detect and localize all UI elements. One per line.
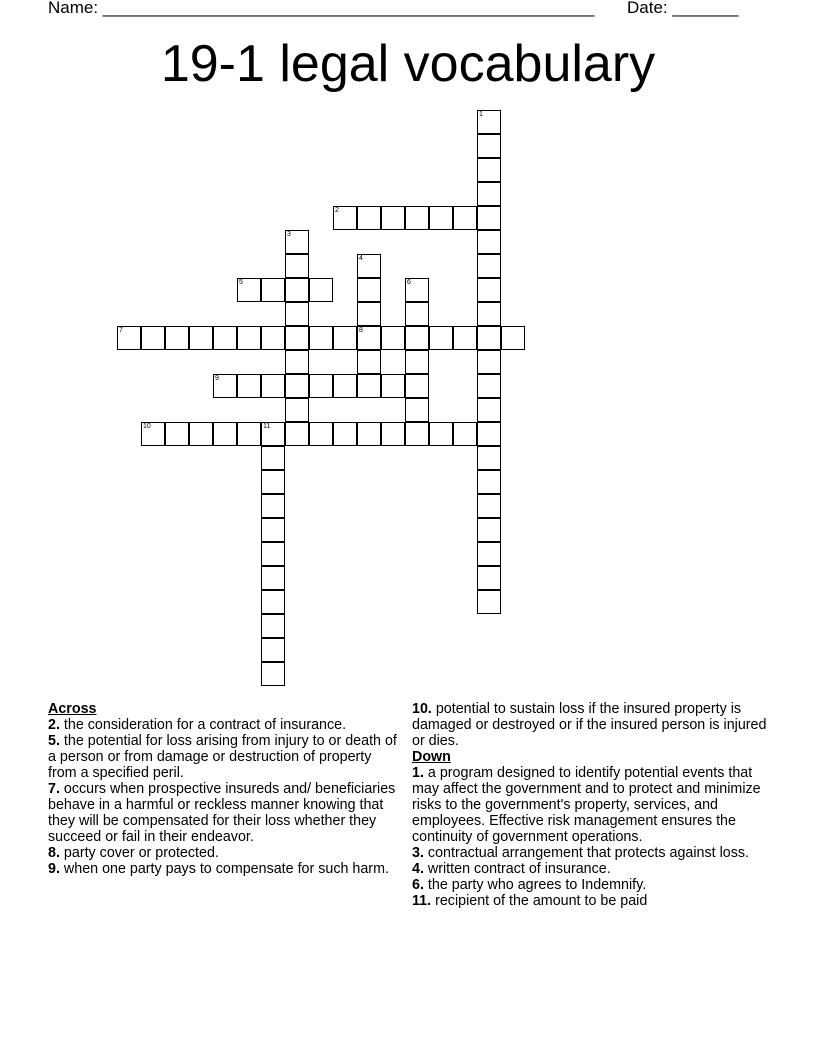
- clue-text: a program designed to identify potential events that may affect the government and to protect and minimize risks to the government's property, services, and employees. Effective risk management ensures the continuity of government operations.: [412, 765, 761, 845]
- grid-cell[interactable]: [285, 278, 309, 302]
- grid-cell[interactable]: [477, 326, 501, 350]
- grid-cell[interactable]: [237, 278, 261, 302]
- clue-across-8: [48, 845, 400, 861]
- page-title: 19-1 legal vocabulary: [160, 35, 656, 93]
- grid-cell[interactable]: [261, 374, 285, 398]
- grid-cell[interactable]: [285, 374, 309, 398]
- clue-number: 7.: [48, 781, 60, 797]
- grid-cell[interactable]: [477, 374, 501, 398]
- clue-text: party cover or protected.: [63, 845, 219, 861]
- clue-text: potential to sustain loss if the insured property is damaged or destroyed or if the insured person is injured or dies.: [412, 701, 767, 749]
- clue-down-11: [412, 893, 772, 909]
- clue-number: 1.: [412, 765, 424, 781]
- grid-cell[interactable]: [309, 374, 333, 398]
- grid-cell[interactable]: [381, 422, 405, 446]
- grid-cell[interactable]: [477, 206, 501, 230]
- name-field-label: Name: ____________________________________________________: [48, 0, 595, 17]
- grid-cell[interactable]: [261, 326, 285, 350]
- clue-across-10: [412, 701, 772, 749]
- grid-cell[interactable]: [405, 326, 429, 350]
- date-field-label: Date: _______: [627, 0, 739, 17]
- cell-number: 4: [359, 255, 363, 262]
- clue-number: 11.: [412, 893, 432, 909]
- cell-number: 3: [287, 231, 291, 238]
- clue-across-9: [48, 861, 400, 877]
- grid-cell[interactable]: [357, 326, 381, 350]
- grid-cell[interactable]: [477, 590, 501, 614]
- grid-cell[interactable]: [213, 422, 237, 446]
- grid-cell[interactable]: [477, 518, 501, 542]
- across-heading: Across: [48, 701, 97, 717]
- grid-cell[interactable]: [477, 566, 501, 590]
- grid-cell[interactable]: [285, 230, 309, 254]
- grid-cell[interactable]: [261, 446, 285, 470]
- grid-cell[interactable]: [333, 374, 357, 398]
- clue-number: 10.: [412, 701, 432, 717]
- grid-cell[interactable]: [261, 422, 285, 446]
- cell-number: 9: [215, 375, 219, 382]
- across-clue-list: [48, 717, 400, 877]
- grid-cell[interactable]: [405, 302, 429, 326]
- clue-text: contractual arrangement that protects against loss.: [427, 845, 749, 861]
- clues-right-column: [412, 701, 772, 909]
- clue-text: the consideration for a contract of insurance.: [63, 717, 347, 733]
- clue-down-6: [412, 877, 772, 893]
- grid-cell[interactable]: [357, 350, 381, 374]
- grid-cell[interactable]: [261, 542, 285, 566]
- clue-number: 4.: [412, 861, 424, 877]
- grid-cell[interactable]: [261, 566, 285, 590]
- grid-cell[interactable]: [117, 326, 141, 350]
- grid-cell[interactable]: [357, 422, 381, 446]
- grid-cell[interactable]: [165, 326, 189, 350]
- clue-number: 2.: [48, 717, 60, 733]
- clue-down-4: [412, 861, 772, 877]
- grid-cell[interactable]: [477, 158, 501, 182]
- grid-cell[interactable]: [285, 302, 309, 326]
- grid-cell[interactable]: [285, 254, 309, 278]
- grid-cell[interactable]: [285, 398, 309, 422]
- clue-text: when one party pays to compensate for such harm.: [63, 861, 389, 877]
- grid-cell[interactable]: [189, 422, 213, 446]
- grid-cell[interactable]: [141, 326, 165, 350]
- clue-across-5: [48, 733, 400, 781]
- grid-cell[interactable]: [261, 494, 285, 518]
- grid-cell[interactable]: [261, 590, 285, 614]
- grid-cell[interactable]: [213, 374, 237, 398]
- grid-cell[interactable]: [453, 326, 477, 350]
- grid-cell[interactable]: [309, 278, 333, 302]
- grid-cell[interactable]: [309, 326, 333, 350]
- clue-text: the potential for loss arising from injury to or death of a person or from damage or destruction of property from a specified peril.: [48, 733, 397, 781]
- grid-cell[interactable]: [477, 422, 501, 446]
- grid-cell[interactable]: [477, 182, 501, 206]
- grid-cell[interactable]: [477, 254, 501, 278]
- grid-cell[interactable]: [333, 206, 357, 230]
- clue-number: 3.: [412, 845, 424, 861]
- grid-cell[interactable]: [405, 206, 429, 230]
- down-heading: Down: [412, 749, 451, 765]
- clue-down-1: [412, 765, 772, 845]
- grid-cell[interactable]: [285, 422, 309, 446]
- grid-cell[interactable]: [261, 662, 285, 686]
- cell-number: 2: [335, 207, 339, 214]
- grid-cell[interactable]: [453, 422, 477, 446]
- grid-cell[interactable]: [405, 398, 429, 422]
- grid-cell[interactable]: [477, 398, 501, 422]
- grid-cell[interactable]: [357, 302, 381, 326]
- grid-cell[interactable]: [237, 422, 261, 446]
- grid-cell[interactable]: [405, 350, 429, 374]
- clue-down-3: [412, 845, 772, 861]
- grid-cell[interactable]: [189, 326, 213, 350]
- grid-cell[interactable]: [333, 326, 357, 350]
- grid-cell[interactable]: [165, 422, 189, 446]
- grid-cell[interactable]: [261, 278, 285, 302]
- grid-cell[interactable]: [405, 278, 429, 302]
- grid-cell[interactable]: [285, 350, 309, 374]
- clue-number: 6.: [412, 877, 424, 893]
- cell-number: 10: [143, 423, 151, 430]
- cell-number: 7: [119, 327, 123, 334]
- cell-number: 5: [239, 279, 243, 286]
- clue-text: recipient of the amount to be paid: [435, 893, 648, 909]
- grid-cell[interactable]: [237, 326, 261, 350]
- grid-cell[interactable]: [357, 254, 381, 278]
- cell-number: 6: [407, 279, 411, 286]
- grid-cell[interactable]: [477, 446, 501, 470]
- grid-cell[interactable]: [309, 422, 333, 446]
- clue-number: 9.: [48, 861, 60, 877]
- grid-cell[interactable]: [285, 326, 309, 350]
- clue-text: written contract of insurance.: [427, 861, 611, 877]
- grid-cell[interactable]: [261, 470, 285, 494]
- grid-cell[interactable]: [477, 350, 501, 374]
- grid-cell[interactable]: [477, 110, 501, 134]
- grid-cell[interactable]: [429, 326, 453, 350]
- grid-cell[interactable]: [213, 326, 237, 350]
- clue-number: 8.: [48, 845, 60, 861]
- grid-cell[interactable]: [429, 206, 453, 230]
- grid-cell[interactable]: [357, 206, 381, 230]
- grid-cell[interactable]: [141, 422, 165, 446]
- cell-number: 11: [263, 423, 271, 430]
- grid-cell[interactable]: [261, 518, 285, 542]
- grid-cell[interactable]: [405, 374, 429, 398]
- clue-across-7: [48, 781, 400, 845]
- grid-cell[interactable]: [477, 230, 501, 254]
- clue-text: occurs when prospective insureds and/ beneficiaries behave in a harmful or reckless manner knowing that they will be compensated for their loss whether they succeed or fail in their endeavor.: [48, 781, 396, 845]
- grid-cell[interactable]: [381, 326, 405, 350]
- cell-number: 1: [479, 111, 483, 118]
- grid-cell[interactable]: [501, 326, 525, 350]
- grid-cell[interactable]: [381, 206, 405, 230]
- cell-number: 8: [359, 327, 363, 334]
- grid-cell[interactable]: [477, 494, 501, 518]
- grid-cell[interactable]: [477, 470, 501, 494]
- grid-cell[interactable]: [261, 614, 285, 638]
- grid-cell[interactable]: [333, 422, 357, 446]
- grid-cell[interactable]: [477, 302, 501, 326]
- grid-cell[interactable]: [477, 134, 501, 158]
- grid-cell[interactable]: [261, 638, 285, 662]
- grid-cell[interactable]: [477, 278, 501, 302]
- grid-cell[interactable]: [381, 374, 405, 398]
- clue-across-2: [48, 717, 400, 733]
- grid-cell[interactable]: [405, 422, 429, 446]
- clue-text: the party who agrees to Indemnify.: [427, 877, 647, 893]
- clue-number: 5.: [48, 733, 60, 749]
- grid-cell[interactable]: [237, 374, 261, 398]
- grid-cell[interactable]: [429, 422, 453, 446]
- grid-cell[interactable]: [453, 206, 477, 230]
- clues-left-column: [48, 701, 400, 877]
- grid-cell[interactable]: [477, 542, 501, 566]
- grid-cell[interactable]: [357, 278, 381, 302]
- grid-cell[interactable]: [357, 374, 381, 398]
